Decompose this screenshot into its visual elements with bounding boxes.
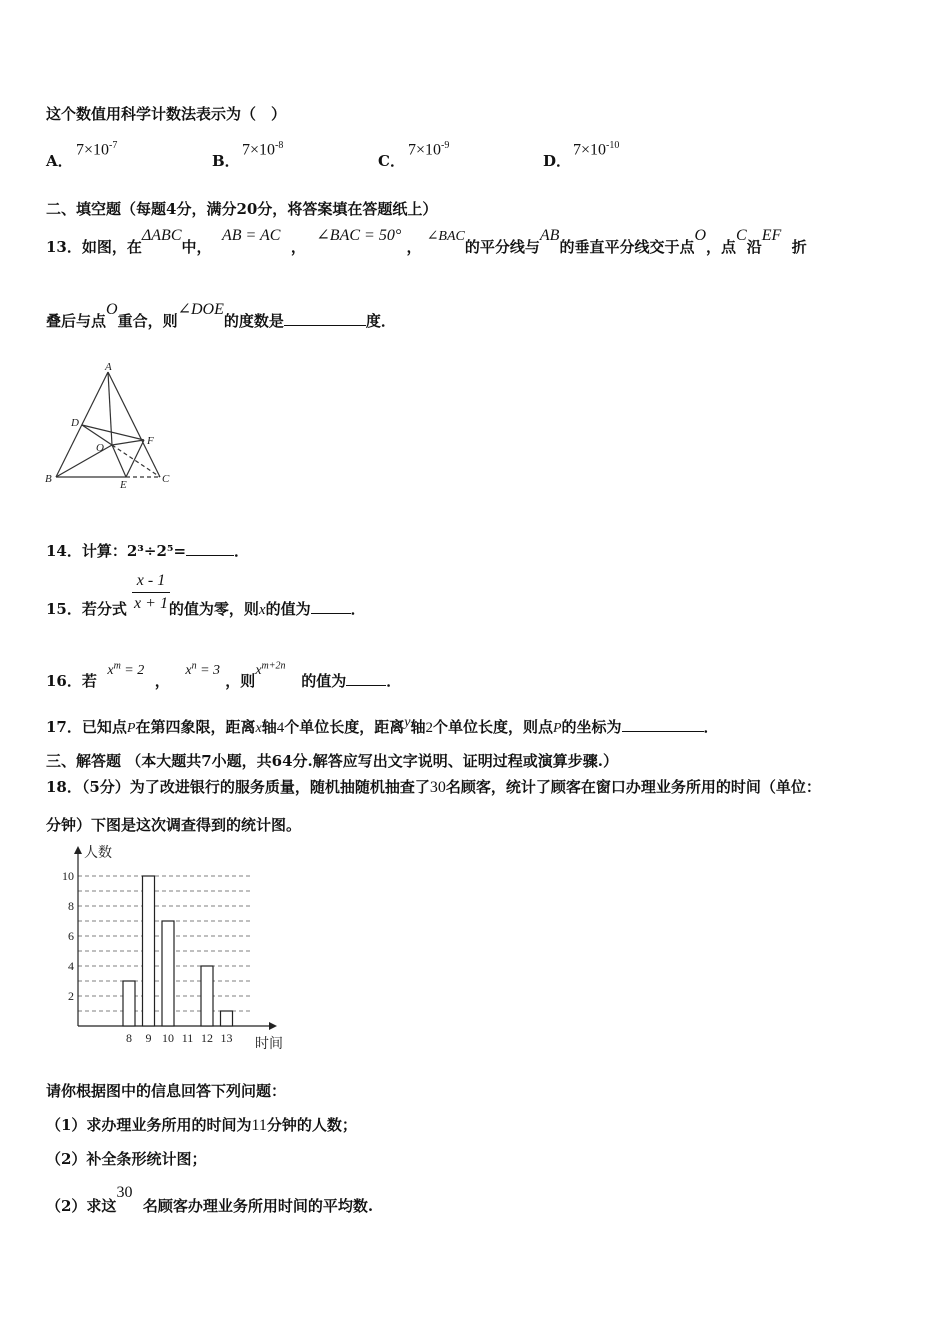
q17-answer-blank[interactable] <box>622 717 704 732</box>
option-d-exp: -10 <box>606 140 620 151</box>
q13-t8: 沿 <box>746 238 762 256</box>
q15-var: x <box>258 602 266 618</box>
q13-m8: EF <box>761 227 782 244</box>
x-tick-label: 11 <box>181 1031 194 1045</box>
x-tick-label: 12 <box>201 1031 213 1045</box>
q13-t4: ， <box>406 238 422 256</box>
q18-sub2: （2）补全条形统计图； <box>46 1150 207 1168</box>
x-axis-arrow <box>269 1022 277 1030</box>
q18-sub3a: （2）求这 <box>46 1197 117 1215</box>
option-b-label: B． <box>212 152 240 170</box>
q13-line2 <box>46 301 396 331</box>
q16-t1: 若 <box>81 672 97 690</box>
q17-end: ． <box>703 718 719 736</box>
q14 <box>46 540 249 561</box>
q13-m1: ΔABC <box>141 227 182 244</box>
q16-answer-blank[interactable] <box>346 671 386 686</box>
option-a-exp: -7 <box>109 140 118 151</box>
bar <box>143 876 155 1026</box>
y-tick-label: 10 <box>62 869 74 883</box>
bar <box>123 981 135 1026</box>
q15 <box>46 598 366 619</box>
label-a: A <box>105 361 112 373</box>
q18-t2: 名顾客，统计了顾客在窗口办理业务所用的时间（单位： <box>445 778 821 796</box>
q17-t1: 已知点 <box>81 718 127 736</box>
y-tick-label: 8 <box>68 899 74 913</box>
label-o: O <box>96 442 104 454</box>
option-d-label: D． <box>543 152 572 170</box>
q17-t5: 轴 <box>410 718 426 736</box>
q16-t2: ， <box>154 672 170 690</box>
q17-t2: 在第四象限，距离 <box>135 718 256 736</box>
q14-num: 14． <box>46 542 82 560</box>
q18-line1 <box>46 776 821 797</box>
q16-m1-sup: m <box>113 660 121 672</box>
y-axis-label: 人数 <box>84 846 112 861</box>
q16-m1: x <box>107 663 114 678</box>
q15-num: 15． <box>46 600 82 618</box>
bar <box>221 1011 233 1026</box>
q13-t11: 重合，则 <box>117 312 178 330</box>
q18-sub1b: 分钟的人数； <box>266 1116 357 1134</box>
q13-t10: 叠后与点 <box>46 312 107 330</box>
q16-num: 16． <box>46 672 82 690</box>
y-tick-label: 6 <box>68 929 74 943</box>
q13-t7: ，点 <box>706 238 737 256</box>
q15-t2: 的值为零，则 <box>168 600 259 618</box>
q15-t3: 的值为 <box>265 600 311 618</box>
q17 <box>46 716 719 737</box>
option-a-label: A． <box>46 152 73 170</box>
q18-thirty: 30 <box>429 779 446 796</box>
q17-t3: 轴 <box>261 718 277 736</box>
q13-t9: 折 <box>791 238 807 256</box>
q13-t1: 如图，在 <box>81 238 142 256</box>
q15-answer-blank[interactable] <box>311 599 351 614</box>
q17-two: 2 <box>425 720 433 736</box>
q13-t12: 的度数是 <box>223 312 284 330</box>
q16-end: ． <box>386 672 402 690</box>
section2-title: 二、填空题（每题4分，满分20分，将答案填在答题纸上） <box>46 200 438 218</box>
q13-m3: ∠BAC = 50° <box>316 227 402 244</box>
y-axis-arrow <box>74 846 82 854</box>
q16-t3: ，则 <box>225 672 256 690</box>
q13-triangle-figure <box>40 360 180 490</box>
q14-answer-blank[interactable] <box>186 541 234 556</box>
q16-m1-rest: = 2 <box>120 663 145 678</box>
option-d-base: 7×10 <box>573 141 607 159</box>
q12-stem: 这个数值用科学计数法表示为（ ） <box>46 105 287 123</box>
q18-sub3num: 30 <box>116 1184 133 1201</box>
option-b-base: 7×10 <box>242 141 276 159</box>
segment-of <box>112 440 144 445</box>
q14-end: ． <box>234 542 250 560</box>
option-a-base: 7×10 <box>76 141 110 159</box>
label-b: B <box>45 473 52 485</box>
q13-t2: 中， <box>181 238 212 256</box>
q16-m3: x <box>255 663 262 678</box>
label-c: C <box>162 473 170 485</box>
q13-line1 <box>46 227 906 257</box>
q13-m6: O <box>694 227 707 244</box>
q13-m2: AB = AC <box>221 227 281 244</box>
q18-sub1 <box>46 1114 357 1135</box>
option-c-base: 7×10 <box>408 141 442 159</box>
q17-p2: P <box>552 721 562 736</box>
q16 <box>46 660 402 691</box>
label-d: D <box>71 417 79 429</box>
q13-m5: AB <box>539 227 560 244</box>
q17-t7: 的坐标为 <box>561 718 622 736</box>
q18-bar-chart <box>40 838 300 1053</box>
q13-t13: 度． <box>365 312 396 330</box>
segment-ef <box>126 440 144 477</box>
q15-numerator: x - 1 <box>136 572 166 589</box>
y-tick-label: 4 <box>68 959 74 973</box>
q18-prompt: 请你根据图中的信息回答下列问题： <box>46 1082 287 1100</box>
segment-ao <box>108 372 112 445</box>
q18-sub3 <box>46 1184 374 1216</box>
side-ab <box>56 372 108 477</box>
q13-m7: C <box>736 227 747 244</box>
y-tick-label: 2 <box>68 989 74 1003</box>
q15-end: ． <box>350 600 366 618</box>
q17-y: y <box>404 715 411 730</box>
q17-four: 4 <box>276 720 285 736</box>
q15-denominator: x + 1 <box>134 595 168 612</box>
option-c-label: C． <box>378 152 405 170</box>
q18-line2: 分钟）下图是这次调查得到的统计图。 <box>46 816 302 834</box>
q16-m2: x <box>185 663 192 678</box>
q18-sub3b: 名顾客办理业务所用时间的平均数. <box>142 1197 374 1215</box>
q13-m4: ∠BAC <box>426 229 465 244</box>
q16-m3-sup: m+2n <box>261 660 286 672</box>
q17-p: P <box>126 721 136 736</box>
x-tick-label: 8 <box>126 1031 132 1045</box>
q13-m9: O <box>106 301 118 318</box>
x-tick-label: 13 <box>220 1031 233 1045</box>
bar <box>162 921 174 1026</box>
q17-t4: 个单位长度，距离 <box>284 718 405 736</box>
q13-t3: ， <box>290 238 306 256</box>
q15-t1: 若分式 <box>81 600 127 618</box>
label-e: E <box>120 479 127 490</box>
section3-title: 三、解答题 （本大题共7小题，共64分.解答应写出文字说明、证明过程或演算步骤.） <box>46 752 618 770</box>
q18-num: 18． <box>46 778 82 796</box>
q18-eleven: 11 <box>251 1117 267 1134</box>
q13-answer-blank[interactable] <box>284 311 366 326</box>
q14-text: 计算：2³÷2⁵= <box>81 542 187 560</box>
q17-t6: 个单位长度，则点 <box>432 718 553 736</box>
q16-m2-sup: n <box>191 660 197 672</box>
q16-m2-rest: = 3 <box>196 663 221 678</box>
q13-t6: 的垂直平分线交于点 <box>559 238 695 256</box>
option-c-exp: -9 <box>441 140 450 151</box>
q17-num: 17． <box>46 718 82 736</box>
option-b-exp: -8 <box>275 140 284 151</box>
bar <box>201 966 213 1026</box>
q16-t4: 的值为 <box>301 672 347 690</box>
q17-x: x <box>255 721 262 736</box>
q18-sub1a: （1）求办理业务所用的时间为 <box>46 1116 252 1134</box>
x-tick-label: 9 <box>145 1031 152 1045</box>
x-axis-label: 时间 <box>255 1037 283 1052</box>
q18-t1: （5分）为了改进银行的服务质量，随机抽随机抽查了 <box>81 778 430 796</box>
q13-t5: 的平分线与 <box>464 238 540 256</box>
q13-num: 13． <box>46 238 82 256</box>
x-tick-label: 10 <box>162 1031 174 1045</box>
q13-m10: ∠DOE <box>177 301 224 318</box>
label-f: F <box>147 435 154 447</box>
